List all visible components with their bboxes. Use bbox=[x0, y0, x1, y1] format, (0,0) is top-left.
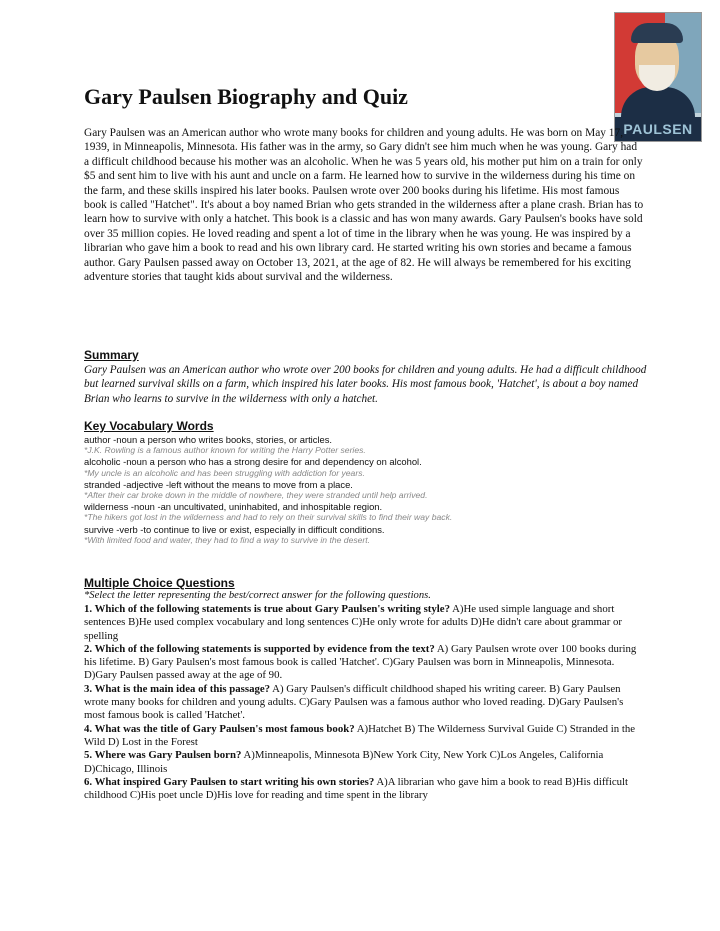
question-stem: 2. Which of the following statements is supported by evidence from the text? bbox=[84, 642, 435, 655]
question-stem: 5. Where was Gary Paulsen born? bbox=[84, 749, 242, 762]
vocab-definition: survive -verb -to continue to live or exist, especially in difficult conditions. bbox=[84, 523, 385, 535]
vocab-example: *My uncle is an alcoholic and has been struggling with addiction for years. bbox=[84, 467, 365, 478]
vocab-definition: wilderness -noun -an uncultivated, uninhabited, and inhospitable region. bbox=[84, 501, 383, 513]
vocab-definition: stranded -adjective -left without the means to move from a place. bbox=[84, 478, 353, 490]
vocab-definition: alcoholic -noun a person who has a strong desire for and dependency on alcohol. bbox=[84, 456, 422, 468]
vocabulary-list bbox=[84, 434, 644, 546]
question-stem: 4. What was the title of Gary Paulsen's most famous book? bbox=[84, 722, 355, 735]
question-stem: 3. What is the main idea of this passage? bbox=[84, 682, 271, 695]
summary-heading: Summary bbox=[84, 348, 139, 362]
quiz-heading: Multiple Choice Questions bbox=[84, 576, 235, 590]
question-item bbox=[84, 683, 644, 723]
question-stem: 1. Which of the following statements is true about Gary Paulsen's writing style? bbox=[84, 603, 450, 615]
vocab-example: *After their car broke down in the middle of nowhere, they were stranded until help arrived. bbox=[84, 490, 428, 501]
question-options: A) Gary Paulsen wrote over 100 books during his lifetime. B) Gary Paulsen's most famous book is called 'Hatchet'. C)Gary Paulsen was born in Minneapolis, Minnesota. D)Gary Paulsen passed away at the age of 90. bbox=[84, 642, 637, 682]
vocabulary-heading: Key Vocabulary Words bbox=[84, 419, 214, 433]
question-options: A)He used simple language and short sentences B)He used complex vocabulary and long sentences C)He only wrote for adults D)He didn't care about grammar or spelling bbox=[84, 603, 623, 642]
quiz-instructions: *Select the letter representing the best/correct answer for the following questions. bbox=[84, 590, 431, 601]
question-stem: 6. What inspired Gary Paulsen to start writing his own stories? bbox=[84, 775, 375, 788]
page-title: Gary Paulsen Biography and Quiz bbox=[84, 84, 408, 109]
biography-paragraph: Gary Paulsen was an American author who wrote many books for children and young adults. He was born on May 17, 1939, in Minneapolis, Minnesota. His father was in the army, so Gary didn't see him much when he was young. Gary had a difficult childhood because his mother was an alcoholic. When he was 5 years old, his mother put him on a train for only $5 and sent him to live with his aunt and uncle on a farm. He learned how to survive in the wilderness during his time on the farm, and these skills inspired his later books. Paulsen wrote over 200 books during his lifetime. His most famous book is called "Hatchet". It's about a boy named Brian who gets stranded in the wilderness after a plane crash. Brian has to learn how to survive with only a hatchet. This book is a classic and has won many awards. Gary Paulsen's books have sold over 35 million copies. He loved reading and spent a lot of time in the library when he was young. He was inspired by a librarian who gave him a book to read and his own library card. He started writing his own stories and became a famous author. Gary Paulsen passed away on October 13, 2021, at the age of 82. He will always be remembered for his exciting adventure stories that taught kids about survival and the wilderness. bbox=[84, 127, 644, 284]
question-item bbox=[84, 643, 644, 683]
portrait-cap bbox=[631, 23, 683, 43]
vocab-definition: author -noun a person who writes books, stories, or articles. bbox=[84, 434, 333, 445]
vocab-example: *J.K. Rowling is a famous author known for writing the Harry Potter series. bbox=[84, 445, 366, 456]
question-item bbox=[84, 723, 644, 750]
question-list bbox=[84, 603, 644, 802]
question-options: A)Hatchet B) The Wilderness Survival Guide C) Stranded in the Wild D) Lost in the Forest bbox=[84, 722, 636, 748]
summary-paragraph: Gary Paulsen was an American author who wrote over 200 books for children and young adults. He had a difficult childhood but learned survival skills on a farm, which inspired his later books. His most famous book, 'Hatchet', is about a boy named Brian who learns to survive in the wilderness with only a hatchet. bbox=[84, 364, 647, 405]
question-item bbox=[84, 776, 644, 803]
author-portrait-image bbox=[614, 12, 702, 142]
question-options: A)Minneapolis, Minnesota B)New York City, New York C)Los Angeles, California D)Chicago, Illinois bbox=[84, 749, 604, 775]
question-options: A)A librarian who gave him a book to read B)His difficult childhood C)His poet uncle D)His love for reading and time spent in the library bbox=[84, 775, 629, 802]
question-item bbox=[84, 749, 644, 776]
portrait-caption: PAULSEN bbox=[615, 117, 701, 141]
vocab-example: *The hikers got lost in the wilderness and had to rely on their survival skills to find their way back. bbox=[84, 512, 453, 523]
question-item bbox=[84, 603, 644, 643]
vocab-example: *With limited food and water, they had to find a way to survive in the desert. bbox=[84, 534, 371, 545]
question-options: A) Gary Paulsen's difficult childhood shaped his writing career. B) Gary Paulsen wrote many books for children and young adults. C)Gary Paulsen was a famous author who loved reading. D)Gary Paulsen's most famous book is called 'Hatchet'. bbox=[84, 682, 624, 722]
